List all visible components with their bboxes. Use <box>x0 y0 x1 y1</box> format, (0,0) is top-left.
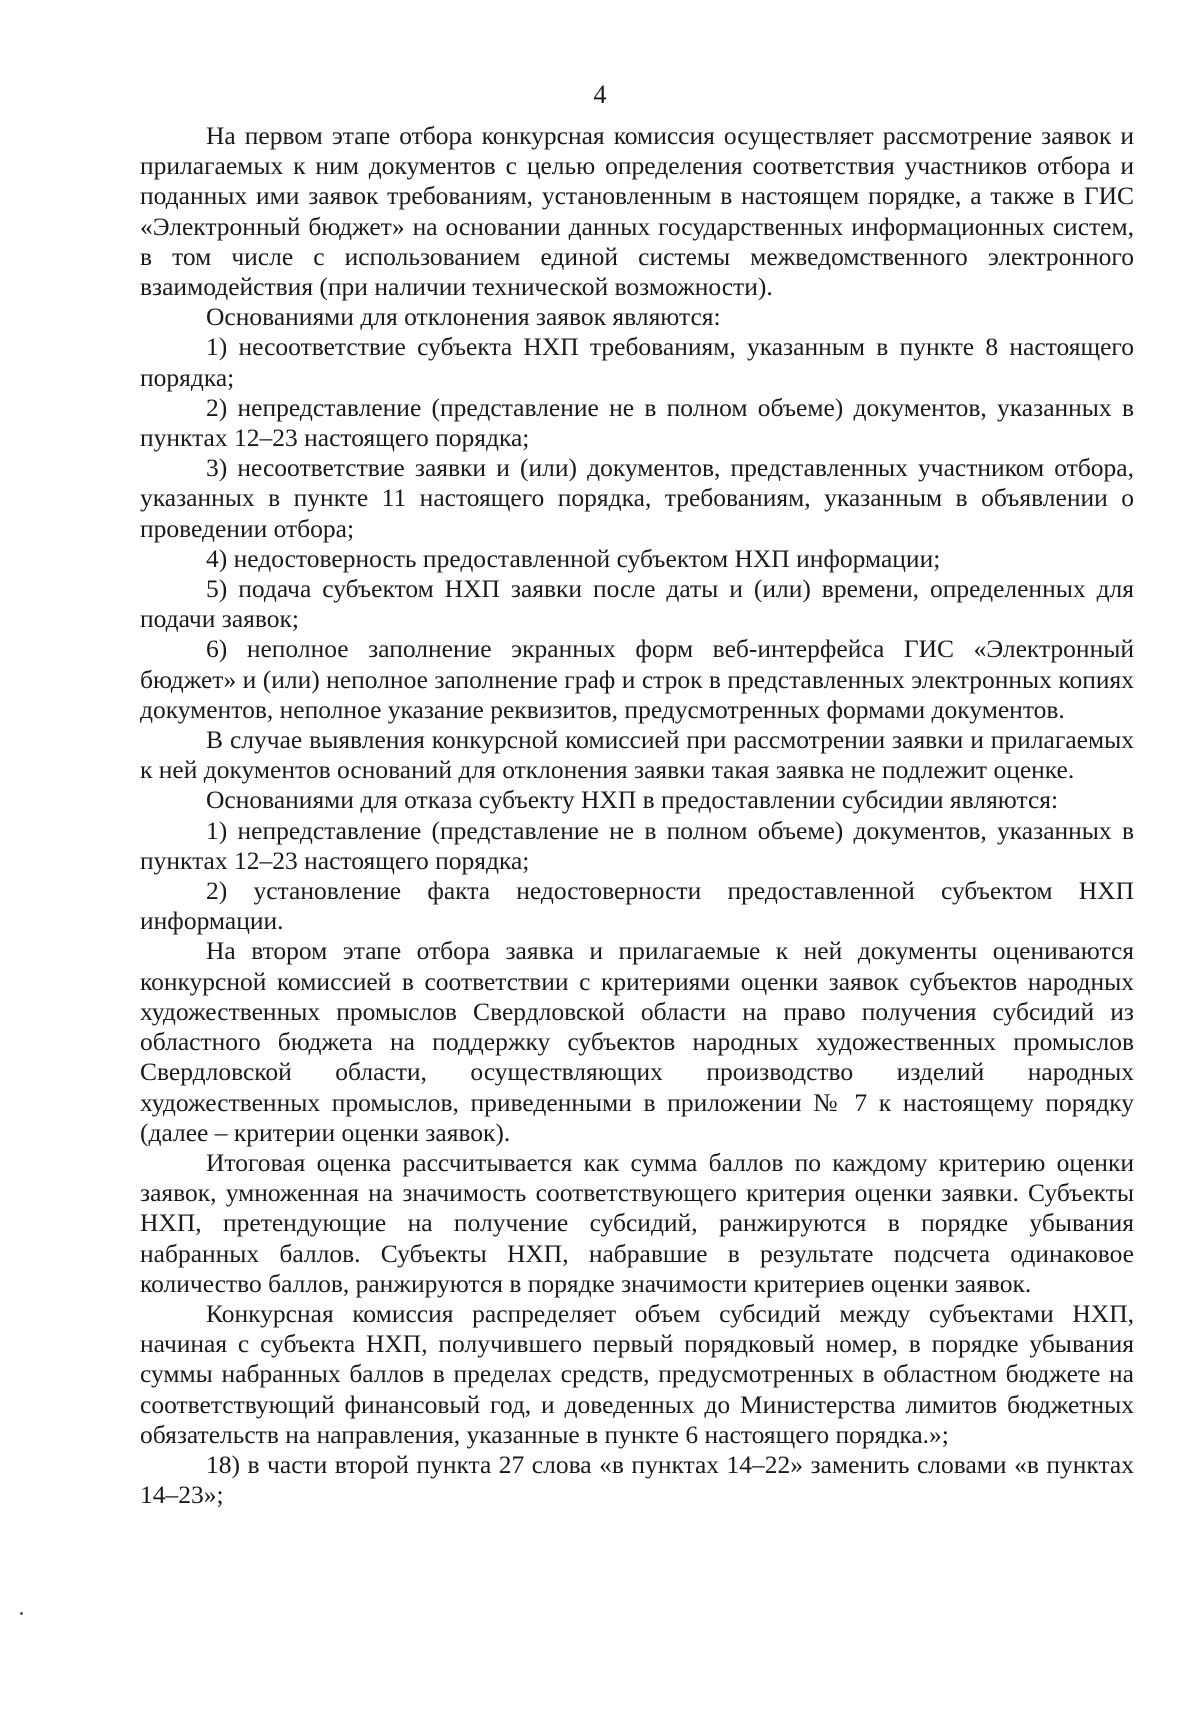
paragraph-second-stage: На втором этапе отбора заявка и прилагаемые к ней документы оцениваются конкурсной комиссией в соответствии с критериями оценки заявок субъектов народных художественных промыслов Свердловской области на право получения субсидий из областного бюджета на поддержку субъектов народных художественных промыслов Свердловской области, осуществляющих производство изделий народных художественных промыслов, приведенными в приложении № 7 к настоящему порядку (далее – критерии оценки заявок). <box>140 936 1134 1147</box>
paragraph-final-score: Итоговая оценка рассчитывается как сумма баллов по каждому критерию оценки заявок, умноженная на значимость соответствующего критерия оценки заявки. Субъекты НХП, претендующие на получение субсидий, ранжируются в порядке убывания набранных баллов. Субъекты НХП, набравшие в результате подсчета одинаковое количество баллов, ранжируются в порядке значимости критериев оценки заявок. <box>140 1147 1134 1298</box>
paragraph-refusal-grounds-heading: Основаниями для отказа субъекту НХП в предоставлении субсидии являются: <box>206 785 1059 815</box>
page-number: 4 <box>593 80 607 109</box>
paragraph-not-evaluated: В случае выявления конкурсной комиссией при рассмотрении заявки и прилагаемых к ней документов оснований для отклонения заявки такая заявка не подлежит оценке. <box>140 725 1134 785</box>
rejection-ground-1: 1) несоответствие субъекта НХП требованиям, указанным в пункте 8 настоящего порядка; <box>140 332 1134 392</box>
scan-speck <box>20 1612 23 1615</box>
rejection-ground-6: 6) неполное заполнение экранных форм веб-интерфейса ГИС «Электронный бюджет» и (или) неполное заполнение граф и строк в представленных электронных копиях документов, неполное указание реквизитов, предусмотренных формами документов. <box>140 634 1134 724</box>
paragraph-rejection-grounds-heading: Основаниями для отклонения заявок являются: <box>206 302 721 332</box>
rejection-ground-3: 3) несоответствие заявки и (или) документов, представленных участником отбора, указанных в пункте 11 настоящего порядка, требованиям, указанным в объявлении о проведении отбора; <box>140 453 1134 543</box>
rejection-ground-2: 2) непредставление (представление не в полном объеме) документов, указанных в пунктах 12–23 настоящего порядка; <box>140 392 1134 453</box>
refusal-ground-1: 1) непредставление (представление не в полном объеме) документов, указанных в пунктах 12–23 настоящего порядка; <box>140 815 1134 875</box>
rejection-ground-5: 5) подача субъектом НХП заявки после даты и (или) времени, определенных для подачи заявок; <box>140 574 1134 634</box>
paragraph-subsidy-distribution: Конкурсная комиссия распределяет объем субсидий между субъектами НХП, начиная с субъекта НХП, получившего первый порядковый номер, в порядке убывания суммы набранных баллов в пределах средств, предусмотренных в областном бюджете на соответствующий финансовый год, и доведенных до Министерства лимитов бюджетных обязательств на направления, указанные в пункте 6 настоящего порядка.»; <box>140 1298 1134 1449</box>
rejection-ground-4: 4) недостоверность предоставленной субъектом НХП информации; <box>206 543 941 573</box>
refusal-ground-2: 2) установление факта недостоверности предоставленной субъектом НХП информации. <box>140 876 1134 936</box>
paragraph-first-stage: На первом этапе отбора конкурсная комиссия осуществляет рассмотрение заявок и прилагаемых к ним документов с целью определения соответствия участников отбора и поданных ими заявок требованиям, установленным в настоящем порядке, а также в ГИС «Электронный бюджет» на основании данных государственных информационных систем, в том числе с использованием единой системы межведомственного электронного взаимодействия (при наличии технической возможности). <box>140 121 1134 302</box>
paragraph-item-18: 18) в части второй пункта 27 слова «в пунктах 14–22» заменить словами «в пунктах 14–23»; <box>140 1449 1134 1510</box>
document-body <box>140 121 1134 1510</box>
